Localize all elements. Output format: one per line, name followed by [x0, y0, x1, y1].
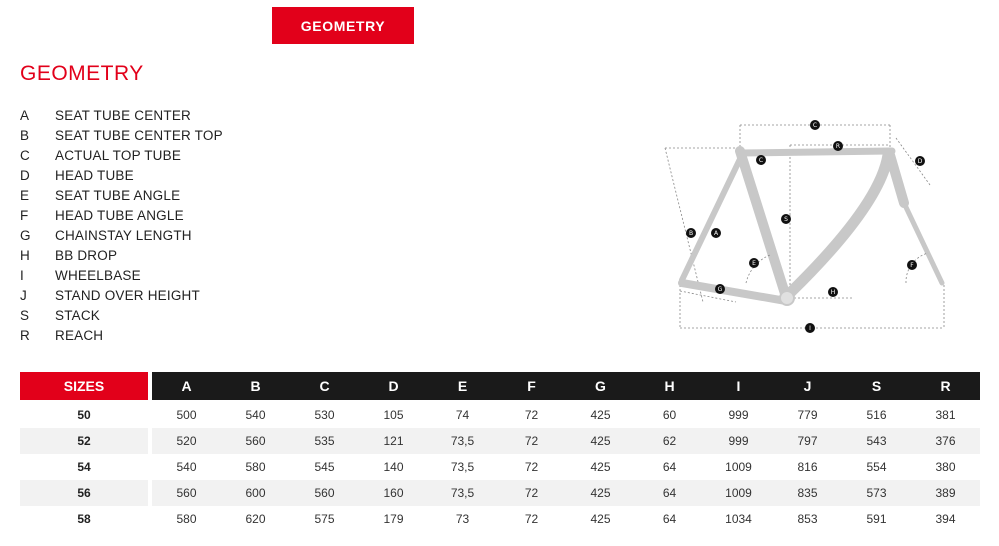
section-title: GEOMETRY	[20, 62, 144, 85]
table-cell: 73	[455, 512, 470, 526]
legend-item	[20, 306, 223, 326]
legend-item	[20, 146, 223, 166]
legend-key: E	[20, 188, 30, 203]
legend-key: S	[20, 308, 30, 323]
table-cell: 380	[935, 460, 956, 474]
table-cell: 540	[245, 408, 266, 422]
table-cell: 179	[383, 512, 404, 526]
legend-item	[20, 106, 223, 126]
geometry-tab-button[interactable]: GEOMETRY	[272, 7, 414, 44]
legend-item	[20, 286, 223, 306]
table-cell: 530	[314, 408, 335, 422]
marker-label: S	[784, 216, 788, 224]
table-cell: 1009	[704, 480, 773, 506]
table-cell: 560	[221, 428, 290, 454]
table-cell: 73,5	[428, 480, 497, 506]
table-cell: 60	[662, 408, 677, 422]
legend-label: SEAT TUBE CENTER	[55, 108, 191, 123]
table-cell: 381	[935, 408, 956, 422]
table-cell: 816	[797, 460, 818, 474]
table-cell: 779	[797, 408, 818, 422]
table-cell: 425	[566, 428, 635, 454]
table-cell: 999	[704, 428, 773, 454]
size-cell: 50	[20, 402, 152, 428]
marker-label: E	[752, 260, 756, 268]
table-cell: 425	[590, 460, 611, 474]
legend-label: SEAT TUBE CENTER TOP	[55, 128, 223, 143]
legend-key: F	[20, 208, 29, 223]
legend-item	[20, 206, 223, 226]
table-cell: 620	[245, 512, 266, 526]
table-cell: 425	[590, 512, 611, 526]
legend-label: ACTUAL TOP TUBE	[55, 148, 182, 163]
table-cell: 140	[383, 460, 404, 474]
table-cell: 580	[176, 512, 197, 526]
table-cell: 72	[524, 460, 539, 474]
legend-item	[20, 326, 223, 346]
table-cell: 520	[152, 428, 221, 454]
table-cell: 62	[635, 428, 704, 454]
table-cell: 835	[773, 480, 842, 506]
table-cell: 545	[314, 460, 335, 474]
column-header: S	[842, 372, 911, 402]
bike-frame	[682, 151, 942, 305]
table-cell: 591	[866, 512, 887, 526]
marker-label: R	[835, 143, 841, 151]
column-header: R	[911, 372, 980, 402]
size-cell: 58	[20, 506, 152, 532]
table-cell: 797	[773, 428, 842, 454]
column-header: A	[152, 372, 221, 402]
legend-key: C	[20, 148, 30, 163]
table-row	[20, 454, 980, 480]
table-row	[20, 480, 980, 506]
size-cell: 52	[20, 428, 152, 454]
column-header: H	[635, 372, 704, 402]
table-row	[20, 402, 980, 428]
legend-item	[20, 246, 223, 266]
marker-label: A	[713, 230, 719, 238]
column-header: I	[704, 372, 773, 402]
marker-label: B	[688, 230, 694, 238]
legend-label: WHEELBASE	[55, 268, 141, 283]
table-cell: 575	[314, 512, 335, 526]
column-header: B	[221, 372, 290, 402]
table-cell: 74	[455, 408, 470, 422]
legend-item	[20, 186, 223, 206]
table-cell: 389	[911, 480, 980, 506]
table-cell: 573	[842, 480, 911, 506]
table-row	[20, 506, 980, 532]
legend-key: J	[20, 288, 27, 303]
marker-label: C	[758, 157, 764, 165]
legend-label: STACK	[55, 308, 101, 323]
column-header: C	[290, 372, 359, 402]
table-cell: 72	[497, 428, 566, 454]
table-cell: 72	[524, 512, 539, 526]
table-cell: 73,5	[450, 460, 475, 474]
legend-label: BB DROP	[55, 248, 118, 263]
table-cell: 500	[176, 408, 197, 422]
size-cell: 56	[20, 480, 152, 506]
table-cell: 160	[359, 480, 428, 506]
legend-label: STAND OVER HEIGHT	[55, 288, 200, 303]
table-header-row	[20, 372, 980, 402]
legend-item	[20, 226, 223, 246]
table-cell: 600	[221, 480, 290, 506]
table-cell: 72	[524, 408, 539, 422]
table-cell: 425	[566, 480, 635, 506]
table-cell: 394	[935, 512, 956, 526]
legend-label: CHAINSTAY LENGTH	[55, 228, 192, 243]
marker-label: F	[910, 262, 914, 270]
frame-geometry-diagram	[660, 115, 950, 345]
legend-label: SEAT TUBE ANGLE	[55, 188, 181, 203]
marker-label: C	[812, 122, 818, 130]
table-cell: 535	[290, 428, 359, 454]
legend-label: REACH	[55, 328, 104, 343]
legend-key: B	[20, 128, 30, 143]
legend-key: G	[20, 228, 31, 243]
legend-key: A	[20, 108, 30, 123]
table-cell: 543	[842, 428, 911, 454]
column-header: F	[497, 372, 566, 402]
column-header: J	[773, 372, 842, 402]
legend-item	[20, 266, 223, 286]
legend-key: I	[20, 268, 24, 283]
legend-item	[20, 126, 223, 146]
table-cell: 1034	[725, 512, 752, 526]
column-header: E	[428, 372, 497, 402]
table-cell: 64	[662, 512, 677, 526]
table-cell: 560	[290, 480, 359, 506]
legend-label: HEAD TUBE	[55, 168, 134, 183]
table-cell: 105	[383, 408, 404, 422]
table-cell: 554	[866, 460, 887, 474]
geometry-table	[20, 372, 980, 532]
table-row	[20, 428, 980, 454]
table-cell: 72	[497, 480, 566, 506]
table-cell: 853	[797, 512, 818, 526]
table-cell: 64	[635, 480, 704, 506]
legend-label: HEAD TUBE ANGLE	[55, 208, 184, 223]
marker-label: I	[809, 325, 811, 333]
marker-label: D	[917, 158, 923, 166]
table-cell: 73,5	[428, 428, 497, 454]
table-cell: 425	[590, 408, 611, 422]
column-header-sizes: SIZES	[20, 372, 152, 402]
legend-key: H	[20, 248, 30, 263]
legend-key: D	[20, 168, 30, 183]
table-cell: 376	[911, 428, 980, 454]
table-cell: 580	[245, 460, 266, 474]
table-cell: 560	[152, 480, 221, 506]
column-header: D	[359, 372, 428, 402]
legend-item	[20, 166, 223, 186]
marker-label: H	[830, 289, 836, 297]
table-cell: 999	[728, 408, 749, 422]
table-cell: 540	[176, 460, 197, 474]
table-cell: 516	[866, 408, 887, 422]
table-cell: 1009	[725, 460, 752, 474]
table-cell: 121	[359, 428, 428, 454]
size-cell: 54	[20, 454, 152, 480]
marker-label: G	[717, 286, 723, 294]
legend-key: R	[20, 328, 30, 343]
geometry-legend	[20, 106, 223, 346]
table-cell: 64	[662, 460, 677, 474]
column-header: G	[566, 372, 635, 402]
